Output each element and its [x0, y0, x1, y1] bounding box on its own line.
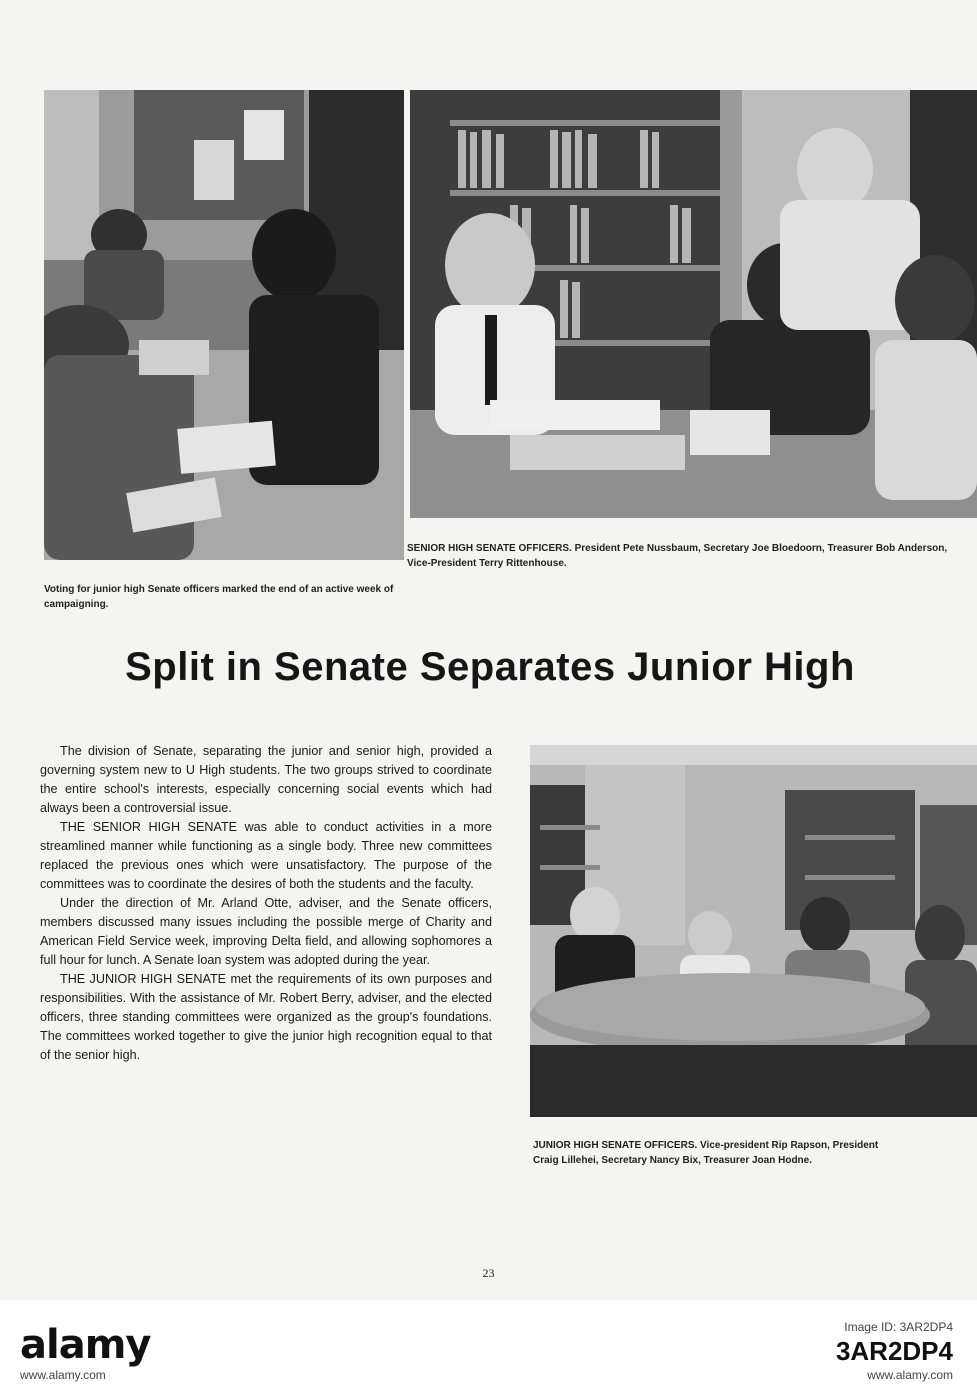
image-id-label: Image ID: 3AR2DP4 [844, 1320, 953, 1334]
alamy-logo[interactable]: alamy [20, 1322, 151, 1368]
senior-officers-caption: SENIOR HIGH SENATE OFFICERS. President Pete Nussbaum, Secretary Joe Bloedoorn, Treasurer Bob Anderson, Vice-President Terry Rittenhouse. [407, 543, 948, 569]
voting-photo [44, 90, 404, 560]
page-headline: Split in Senate Separates Junior High [125, 645, 855, 689]
voting-photo-image [44, 90, 404, 560]
voting-caption: Voting for junior high Senate officers marked the end of an active week of campaigning. [44, 584, 394, 610]
image-meta [836, 1320, 953, 1367]
image-id: 3AR2DP4 [835, 1336, 953, 1366]
senior-officers-photo [410, 90, 977, 518]
article-paragraph-4: THE JUNIOR HIGH SENATE met the requirements of its own purposes and responsibilities. With the assistance of Mr. Robert Berry, adviser, and the elected officers, three standing committees were organized as the group's foundations. The committees worked together to give the junior high recognition equal to that of the senior high. [40, 972, 492, 1062]
senior-officers-photo-image [410, 90, 977, 518]
junior-officers-caption: JUNIOR HIGH SENATE OFFICERS. Vice-president Rip Rapson, President Craig Lillehei, Secretary Nancy Bix, Treasurer Joan Hodne. [533, 1140, 879, 1166]
stock-footer [0, 1300, 977, 1390]
article-paragraph-2: THE SENIOR HIGH SENATE was able to conduct activities in a more streamlined manner while functioning as a single body. Three new committees replaced the previous ones which were unsatisfactory. The purpose of the committees was to coordinate the desires of both the students and the faculty. [40, 820, 492, 891]
article-body [40, 742, 492, 1065]
junior-officers-photo-image [530, 745, 977, 1117]
junior-officers-photo [530, 745, 977, 1117]
footer-url-left[interactable]: www.alamy.com [20, 1368, 106, 1382]
article-paragraph-3: Under the direction of Mr. Arland Otte, adviser, and the Senate officers, members discussed many issues including the possible merge of Charity and American Field Service week, improving Delta field, and allowing sophomores a full hour for lunch. A Senate loan system was adopted during the year. [40, 896, 492, 967]
footer-url-right[interactable]: www.alamy.com [867, 1368, 953, 1382]
article-paragraph-1: The division of Senate, separating the junior and senior high, provided a governing system new to U High students. The two groups strived to coordinate the entire school's interests, especially concerning social events which had always been a controversial issue. [40, 744, 492, 815]
page-number: 23 [482, 1266, 495, 1280]
